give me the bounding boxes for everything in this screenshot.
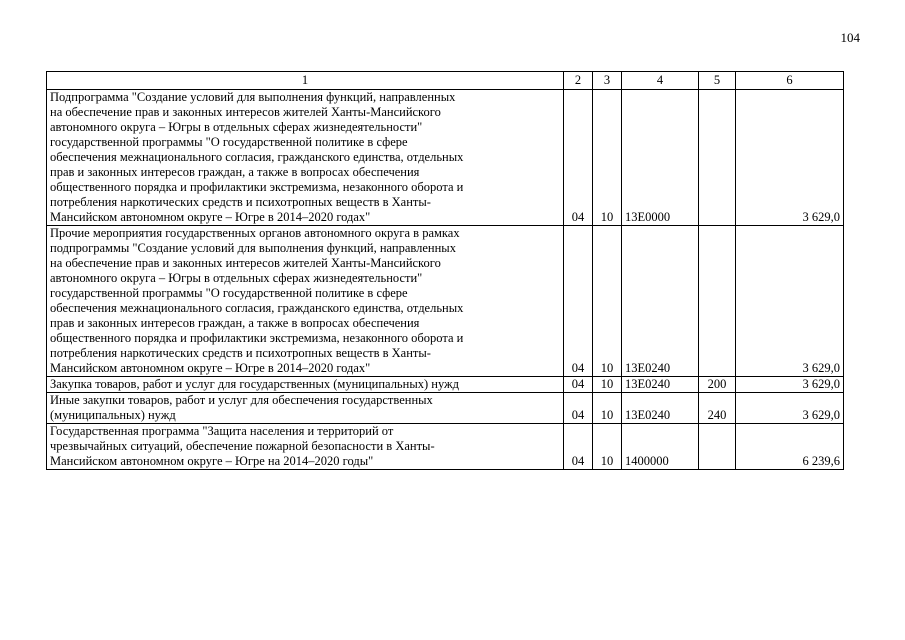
row-target-code: 13Е0000	[622, 90, 699, 226]
column-header-1: 1	[47, 72, 564, 90]
row-amount: 3 629,0	[736, 393, 844, 424]
row-expense-type-code	[699, 424, 736, 470]
row-amount: 6 239,6	[736, 424, 844, 470]
table-row	[47, 424, 844, 470]
column-header-2: 2	[564, 72, 593, 90]
table-row	[47, 377, 844, 393]
budget-table	[46, 71, 844, 470]
row-name: Государственная программа "Защита населения и территорий от чрезвычайных ситуаций, обеспечение пожарной безопасности в Ханты- Мансийском автономном округе – Югре на 2014–2020 годы"	[47, 424, 564, 470]
row-subsection-code: 10	[593, 377, 622, 393]
table-header-row	[47, 72, 844, 90]
row-target-code: 13Е0240	[622, 377, 699, 393]
table-row	[47, 226, 844, 377]
column-header-3: 3	[593, 72, 622, 90]
row-expense-type-code	[699, 90, 736, 226]
table-row	[47, 393, 844, 424]
row-name: Иные закупки товаров, работ и услуг для обеспечения государственных (муниципальных) нужд	[47, 393, 564, 424]
row-target-code: 13Е0240	[622, 393, 699, 424]
page-number: 104	[840, 30, 860, 45]
row-subsection-code: 10	[593, 226, 622, 377]
row-target-code: 1400000	[622, 424, 699, 470]
row-section-code: 04	[564, 377, 593, 393]
table-row	[47, 90, 844, 226]
row-section-code: 04	[564, 393, 593, 424]
row-expense-type-code: 240	[699, 393, 736, 424]
row-subsection-code: 10	[593, 393, 622, 424]
column-header-4: 4	[622, 72, 699, 90]
row-amount: 3 629,0	[736, 226, 844, 377]
row-section-code: 04	[564, 90, 593, 226]
row-name: Закупка товаров, работ и услуг для государственных (муниципальных) нужд	[47, 377, 564, 393]
row-subsection-code: 10	[593, 90, 622, 226]
row-section-code: 04	[564, 226, 593, 377]
row-expense-type-code: 200	[699, 377, 736, 393]
column-header-6: 6	[736, 72, 844, 90]
row-amount: 3 629,0	[736, 90, 844, 226]
row-name: Прочие мероприятия государственных органов автономного округа в рамках подпрограммы "Создание условий для выполнения функций, направленных на обеспечение прав и законных интересов жителей Ханты-Мансийского автономного округа – Югры в отдельных сферах жизнедеятельности" государственной программы "О государственной политике в сфере обеспечения межнационального согласия, гражданского единства, отдельных прав и законных интересов граждан, а также в вопросах обеспечения общественного порядка и профилактики экстремизма, незаконного оборота и потребления наркотических средств и психотропных веществ в Ханты- Мансийском автономном округе – Югре в 2014–2020 годах"	[47, 226, 564, 377]
row-section-code: 04	[564, 424, 593, 470]
row-subsection-code: 10	[593, 424, 622, 470]
row-amount: 3 629,0	[736, 377, 844, 393]
column-header-5: 5	[699, 72, 736, 90]
row-expense-type-code	[699, 226, 736, 377]
row-target-code: 13Е0240	[622, 226, 699, 377]
row-name: Подпрограмма "Создание условий для выполнения функций, направленных на обеспечение прав и законных интересов жителей Ханты-Мансийского автономного округа – Югры в отдельных сферах жизнедеятельности" государственной программы "О государственной политике в сфере обеспечения межнационального согласия, гражданского единства, отдельных прав и законных интересов граждан, а также в вопросах обеспечения общественного порядка и профилактики экстремизма, незаконного оборота и потребления наркотических средств и психотропных веществ в Ханты- Мансийском автономном округе – Югре в 2014–2020 годах"	[47, 90, 564, 226]
